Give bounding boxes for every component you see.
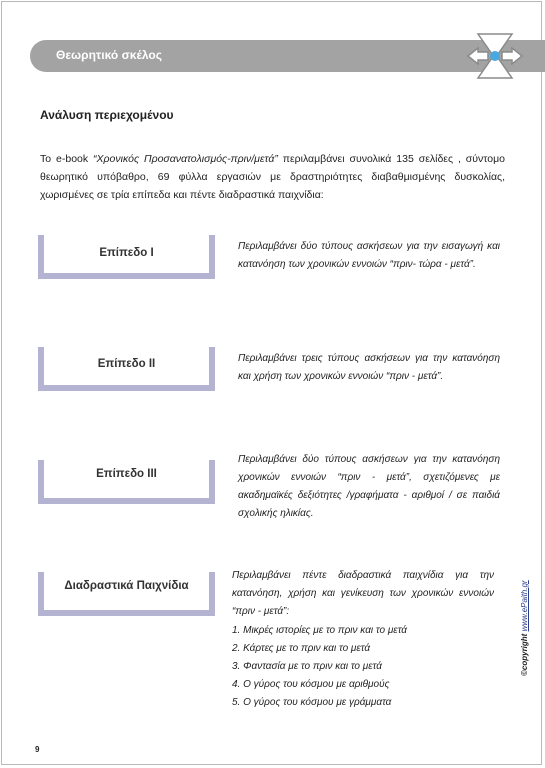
level-label-games: Διαδραστικά Παιχνίδια [64,580,189,592]
games-list [232,622,407,712]
website-link[interactable]: www.ePaith.gr [520,580,529,632]
ebook-title: “Χρονικός Προσανατολισμός-πριν/μετά” [93,153,278,165]
level-box-games [38,572,215,616]
level-description-1: Περιλαμβάνει δύο τύπους ασκήσεων για την εισαγωγή και κατανόηση των χρονικών εννοιών “πριν- τώρα - μετά”. [238,241,500,270]
hourglass-arrows-icon [466,30,524,82]
list-item: 5. Ο γύρος του κόσμου με γράμματα [232,697,392,708]
page-number: 9 [35,745,40,754]
level-label-1: Επίπεδο Ι [99,247,154,259]
section-heading: Ανάλυση περιεχομένου [40,108,174,122]
intro-part1: Το e-book [40,153,89,165]
level-description-2: Περιλαμβάνει τρεις τύπους ασκήσεων για την κατανόηση και χρήση των χρονικών εννοιών “πριν - μετά”. [238,353,500,382]
copyright-notice [520,580,529,676]
list-item: 3. Φαντασία με το πριν και το μετά [232,661,382,672]
level-description-3: Περιλαμβάνει δύο τύπους ασκήσεων για την κατανόηση χρονικών εννοιών “πριν - μετά”, σχετιζόμενες με ακαδημαϊκές δεξιότητες /γραφήματα - αριθμοί / σε παιδιά σχολικής ηλικίας. [238,454,500,519]
list-item: 4. Ο γύρος του κόσμου με αριθμούς [232,679,390,690]
level-box-3 [38,460,215,504]
level-label-3: Επίπεδο ΙΙΙ [96,468,157,480]
list-item: 2. Κάρτες με το πριν και το μετά [232,643,371,654]
intro-paragraph [40,150,505,204]
page-title: Θεωρητικό σκέλος [56,48,162,62]
intro-part2: περιλαμβάνει συνολικά 135 σελίδες , σύντομο θεωρητικό υπόβαθρο, 69 φύλλα εργασιών με δραστηριότητες διαβαθμισμένης δυσκολίας, χωρισμένες σε τρία επίπεδα και πέντε διαδραστικά παιχνίδια: [40,153,505,201]
list-item: 1. Μικρές ιστορίες με το πριν και το μετά [232,625,408,636]
copyright-text: ©copyright [520,633,529,676]
games-description: Περιλαμβάνει πέντε διαδραστικά παιχνίδια για την κατανόηση, χρήση και γενίκευση των χρονικών εννοιών “πριν - μετά”: [232,570,494,617]
level-label-2: Επίπεδο ΙΙ [97,358,156,370]
